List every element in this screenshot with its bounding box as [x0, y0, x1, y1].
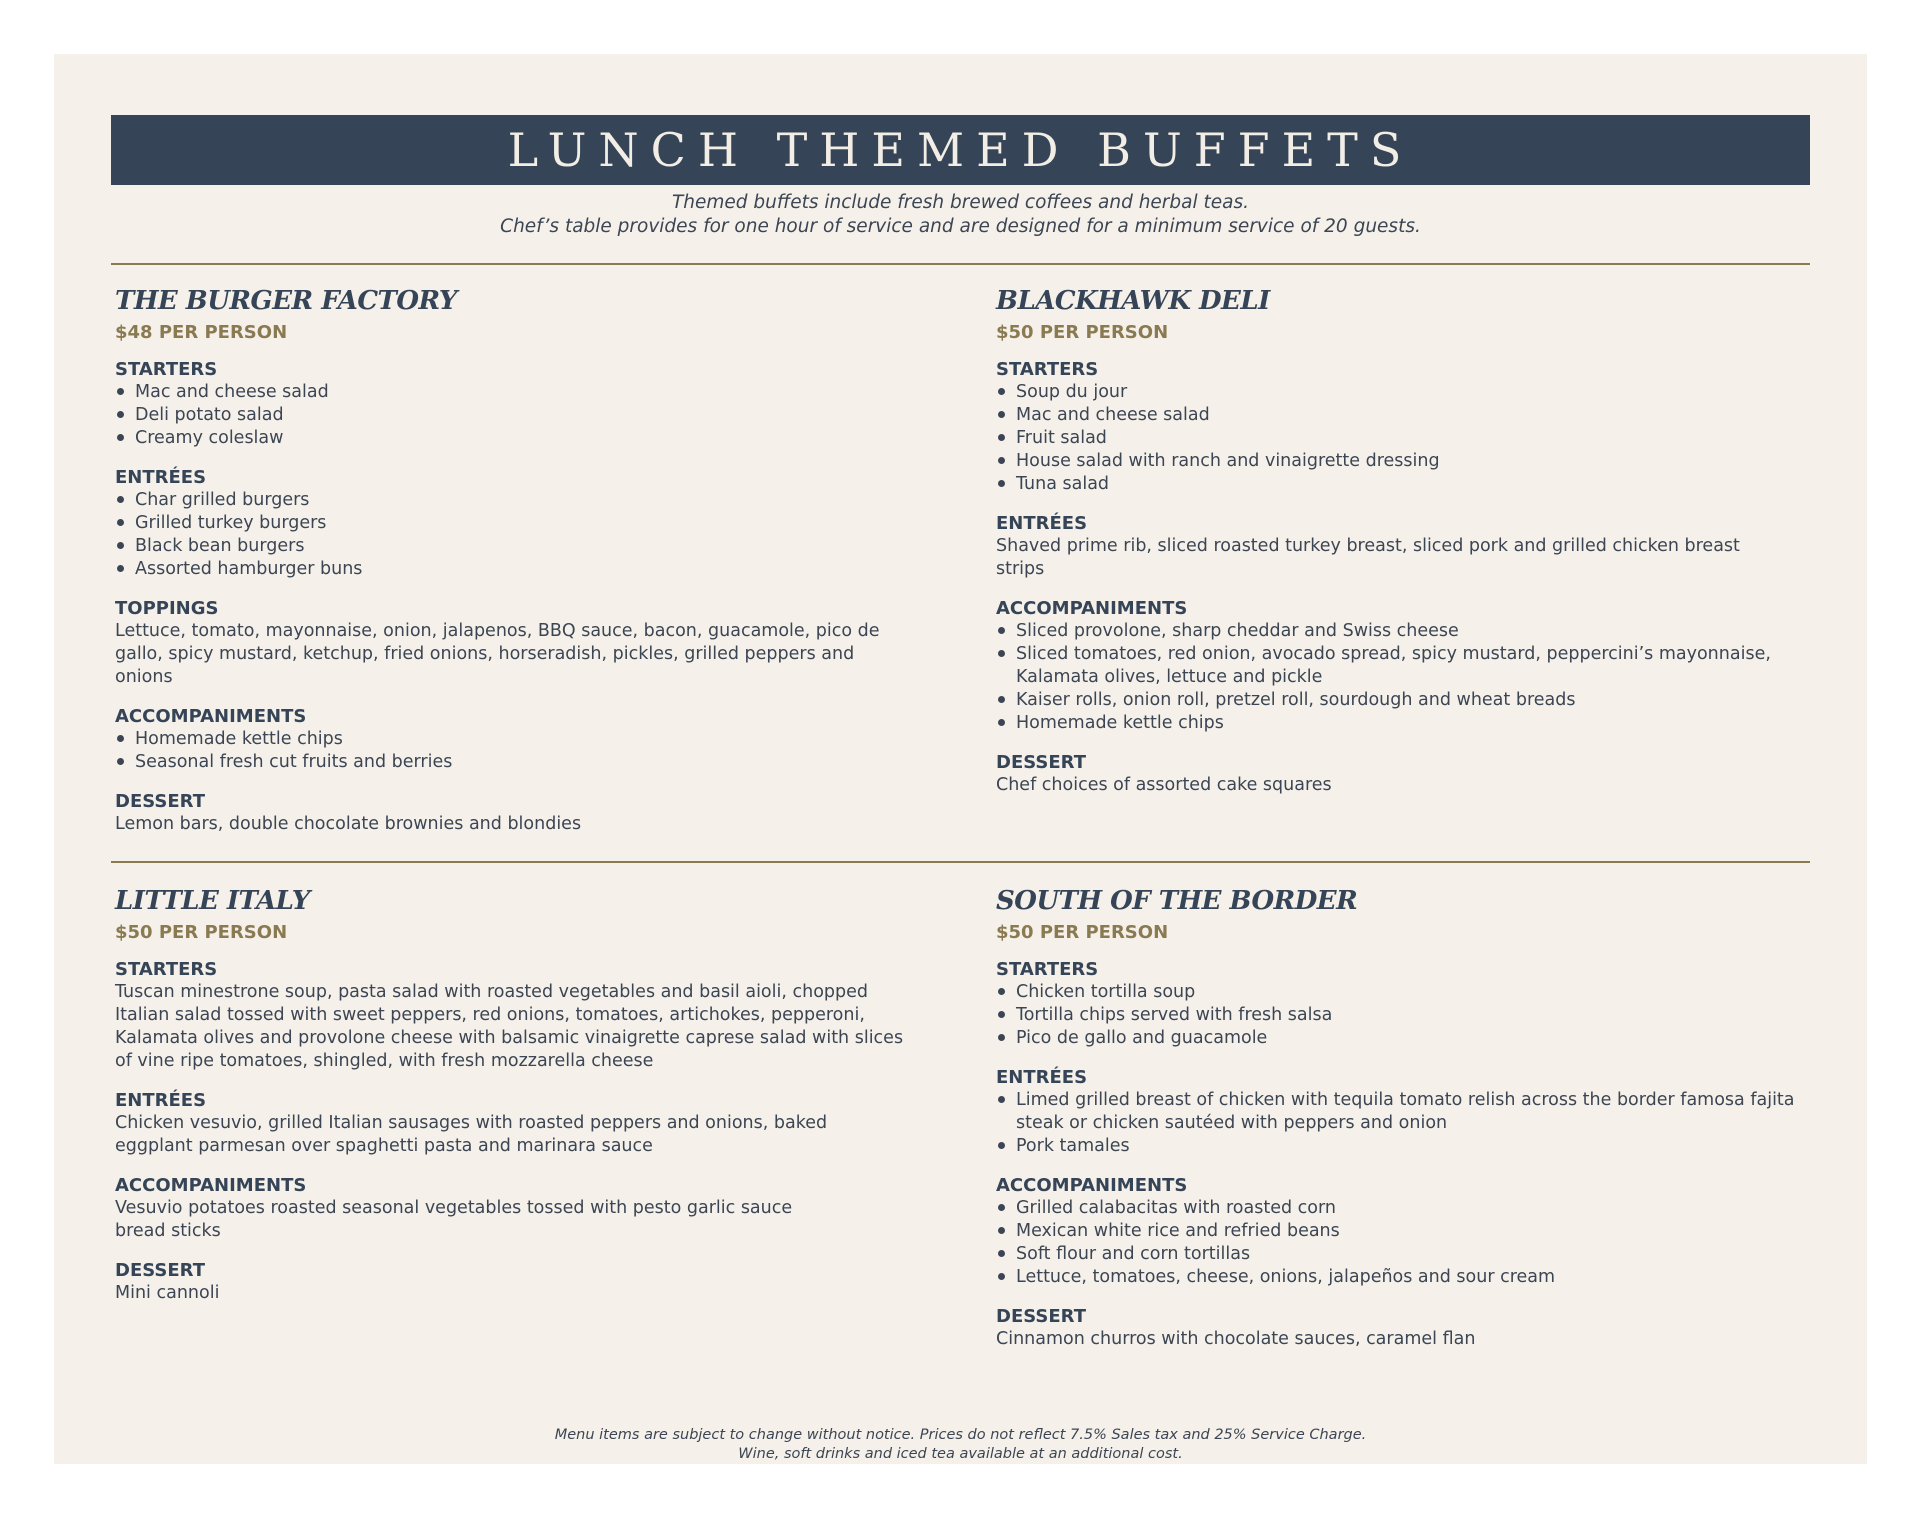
list-item: Pico de gallo and guacamole — [996, 1027, 1856, 1050]
section-price: $50 PER PERSON — [996, 922, 1169, 943]
list-item: Deli potato salad — [115, 404, 975, 427]
category-heading: ACCOMPANIMENTS — [996, 598, 1188, 619]
section-blackhawk-deli — [996, 284, 1856, 813]
category-dessert — [996, 1305, 1856, 1351]
list-item: Grilled turkey burgers — [115, 512, 975, 535]
category-dessert — [115, 790, 975, 836]
list-item: Homemade kettle chips — [996, 712, 1846, 735]
category-heading: STARTERS — [115, 959, 218, 980]
page-title: LUNCH THEMED BUFFETS — [507, 123, 1414, 177]
section-south-of-the-border — [996, 884, 1856, 1367]
category-heading: DESSERT — [996, 752, 1086, 773]
category-heading: ENTRÉES — [115, 1090, 207, 1111]
section-title: SOUTH OF THE BORDER — [996, 886, 1358, 916]
list-item: Tortilla chips served with fresh salsa — [996, 1004, 1856, 1027]
category-heading: DESSERT — [115, 791, 205, 812]
menu-page — [54, 54, 1867, 1464]
item-list — [996, 1197, 1856, 1289]
list-item: Black bean burgers — [115, 535, 975, 558]
list-item: Mexican white rice and refried beans — [996, 1220, 1856, 1243]
list-item: Char grilled burgers — [115, 489, 975, 512]
category-entrees — [996, 512, 1856, 581]
list-item: House salad with ranch and vinaigrette dressing — [996, 450, 1856, 473]
item-list — [115, 728, 975, 774]
section-title: THE BURGER FACTORY — [115, 286, 457, 316]
list-item: Soft flour and corn tortillas — [996, 1243, 1856, 1266]
section-price: $50 PER PERSON — [115, 922, 288, 943]
item-list — [996, 1089, 1846, 1158]
category-text: Chicken vesuvio, grilled Italian sausages with roasted peppers and onions, baked eggplant parmesan over spaghetti pasta and marinara sauce — [115, 1113, 828, 1156]
title-banner — [111, 115, 1810, 185]
item-list — [996, 981, 1856, 1050]
category-text: Cinnamon churros with chocolate sauces, caramel flan — [996, 1329, 1476, 1349]
category-starters — [115, 958, 975, 1073]
list-item: Seasonal fresh cut fruits and berries — [115, 751, 975, 774]
category-dessert — [996, 751, 1856, 797]
category-heading: ENTRÉES — [115, 467, 207, 488]
category-heading: DESSERT — [996, 1306, 1086, 1327]
category-text: Lettuce, tomato, mayonnaise, onion, jalapenos, BBQ sauce, bacon, guacamole, pico de gallo, spicy mustard, ketchup, fried onions, horseradish, pickles, grilled peppers and onions — [115, 621, 880, 687]
footer-line: Menu items are subject to change without notice. Prices do not reflect 7.5% Sales tax and 25% Service Charge. — [554, 1427, 1367, 1443]
item-list — [115, 489, 975, 581]
category-dessert — [115, 1259, 975, 1305]
list-item: Pork tamales — [996, 1135, 1846, 1158]
category-entrees — [115, 466, 975, 581]
intro-line: Chef’s table provides for one hour of service and are designed for a minimum service of 20 guests. — [500, 216, 1421, 237]
item-list — [115, 381, 975, 450]
list-item: Mac and cheese salad — [115, 381, 975, 404]
category-starters — [115, 358, 975, 450]
category-starters — [996, 358, 1856, 496]
list-item: Lettuce, tomatoes, cheese, onions, jalapeños and sour cream — [996, 1266, 1856, 1289]
list-item: Kaiser rolls, onion roll, pretzel roll, sourdough and wheat breads — [996, 689, 1846, 712]
category-text: Chef choices of assorted cake squares — [996, 775, 1332, 795]
intro-line: Themed buffets include fresh brewed coffees and herbal teas. — [671, 192, 1250, 213]
category-accompaniments — [996, 597, 1856, 735]
footer-note — [111, 1426, 1810, 1464]
category-heading: ACCOMPANIMENTS — [115, 1175, 307, 1196]
list-item: Limed grilled breast of chicken with tequila tomato relish across the border famosa fajita steak or chicken sautéed with peppers and onion — [996, 1089, 1846, 1135]
category-accompaniments — [115, 705, 975, 774]
category-heading: TOPPINGS — [115, 598, 219, 619]
category-accompaniments — [115, 1174, 975, 1243]
section-title: BLACKHAWK DELI — [996, 286, 1270, 316]
category-text: Tuscan minestrone soup, pasta salad with roasted vegetables and basil aioli, chopped Italian salad tossed with sweet peppers, red onions, tomatoes, artichokes, pepperoni, Kalamata olives and provolone cheese with balsamic vinaigrette caprese salad with slices of vine ripe tomatoes, shingled, with fresh mozzarella cheese — [115, 982, 904, 1071]
category-text: Mini cannoli — [115, 1283, 220, 1303]
category-text: Vesuvio potatoes roasted seasonal vegetables tossed with pesto garlic sauce — [115, 1198, 793, 1218]
category-starters — [996, 958, 1856, 1050]
section-price: $48 PER PERSON — [115, 322, 288, 343]
category-heading: STARTERS — [115, 359, 218, 380]
list-item: Chicken tortilla soup — [996, 981, 1856, 1004]
section-little-italy — [115, 884, 975, 1321]
list-item: Sliced provolone, sharp cheddar and Swiss cheese — [996, 620, 1846, 643]
middle-divider — [111, 861, 1810, 863]
list-item: Mac and cheese salad — [996, 404, 1856, 427]
category-heading: STARTERS — [996, 359, 1099, 380]
footer-line: Wine, soft drinks and iced tea available at an additional cost. — [738, 1446, 1183, 1462]
section-price: $50 PER PERSON — [996, 322, 1169, 343]
list-item: Soup du jour — [996, 381, 1856, 404]
category-accompaniments — [996, 1174, 1856, 1289]
category-heading: ACCOMPANIMENTS — [115, 706, 307, 727]
list-item: Fruit salad — [996, 427, 1856, 450]
top-divider — [111, 263, 1810, 265]
list-item: Creamy coleslaw — [115, 427, 975, 450]
category-entrees — [996, 1066, 1856, 1158]
category-heading: DESSERT — [115, 1260, 205, 1281]
category-heading: ENTRÉES — [996, 513, 1088, 534]
category-heading: ACCOMPANIMENTS — [996, 1175, 1188, 1196]
item-list — [996, 381, 1856, 496]
list-item: Sliced tomatoes, red onion, avocado spread, spicy mustard, peppercini’s mayonnaise, Kalamata olives, lettuce and pickle — [996, 643, 1846, 689]
category-heading: STARTERS — [996, 959, 1099, 980]
category-toppings — [115, 597, 975, 689]
category-text: Lemon bars, double chocolate brownies and blondies — [115, 814, 582, 834]
item-list — [996, 620, 1846, 735]
category-entrees — [115, 1089, 975, 1158]
list-item: Grilled calabacitas with roasted corn — [996, 1197, 1856, 1220]
list-item: Homemade kettle chips — [115, 728, 975, 751]
category-heading: ENTRÉES — [996, 1067, 1088, 1088]
intro-text — [111, 191, 1810, 239]
section-title: LITTLE ITALY — [115, 886, 310, 916]
category-text: bread sticks — [115, 1221, 221, 1241]
list-item: Assorted hamburger buns — [115, 558, 975, 581]
list-item: Tuna salad — [996, 473, 1856, 496]
section-burger-factory — [115, 284, 975, 852]
category-text: Shaved prime rib, sliced roasted turkey breast, sliced pork and grilled chicken breast strips — [996, 536, 1740, 579]
